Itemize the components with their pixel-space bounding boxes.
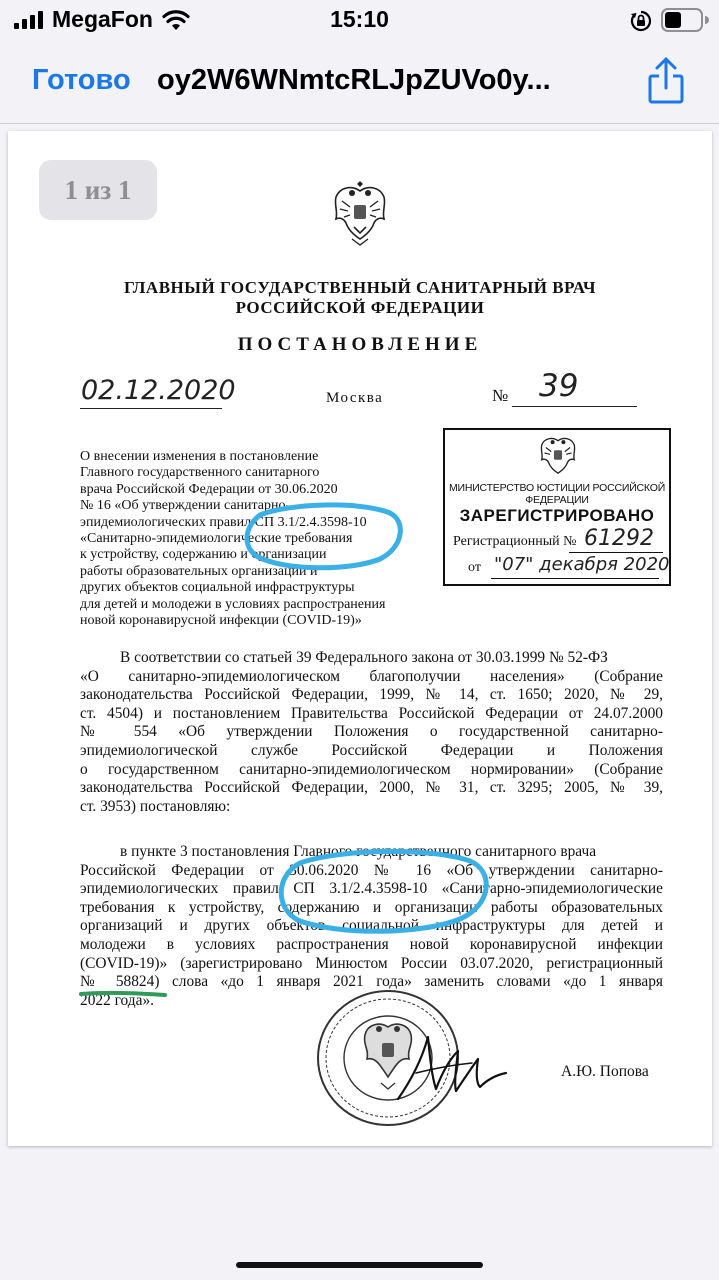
text-line: ст. 4504) и постановлением Правительства Российской Федерации от 24.07.2000: [80, 704, 663, 722]
text-line: ст. 3953) постановляю:: [80, 797, 231, 815]
text-line: 2022 года».: [80, 991, 155, 1009]
text-line: эпидемиологических правил СП 3.1/2.4.3598-10 «Санитарно-эпидемиологические: [80, 880, 663, 898]
clock: 15:10: [330, 6, 389, 32]
subject-line: эпидемиологических правил СП 3.1/2.4.3598-10: [80, 514, 367, 530]
share-icon[interactable]: [646, 56, 686, 106]
status-bar: [0, 0, 719, 42]
text-line: молодежи в условиях распространения новой коронавирусной инфекции: [80, 935, 663, 953]
subject-line: других объектов социальной инфраструктуры: [80, 580, 355, 596]
text-line: № 554 «Об утверждении Положения о государственной санитарно-: [80, 723, 663, 741]
done-button[interactable]: Готово: [32, 64, 131, 96]
issuer-title-line2: РОССИЙСКОЙ ФЕДЕРАЦИИ: [235, 298, 485, 317]
document-type: ПОСТАНОВЛЕНИЕ: [237, 334, 483, 355]
preamble-paragraph: [80, 649, 663, 816]
stamp-reg-date: "07" декабря 2020: [494, 554, 670, 575]
text-line: В соответствии со статьей 39 Федерального закона от 30.03.1999 № 52-ФЗ: [120, 649, 608, 666]
subject-line: работы образовательных организаций и: [80, 563, 318, 579]
text-line: (COVID-19)» (зарегистрировано Минюстом России 03.07.2020, регистрационный: [80, 954, 663, 972]
viewer-background: [0, 1150, 719, 1280]
subject-line: «Санитарно-эпидемиологические требования: [80, 531, 353, 547]
document-date: 02.12.2020: [81, 375, 236, 406]
issuer-title-line1: ГЛАВНЫЙ ГОСУДАРСТВЕННЫЙ САНИТАРНЫЙ ВРАЧ: [124, 278, 596, 297]
text-line: «О санитарно-эпидемиологическом благополучии населения» (Собрание: [80, 667, 663, 685]
page-indicator: 1 из 1: [39, 160, 157, 220]
subject-line: к устройству, содержанию и организации: [80, 547, 327, 563]
home-indicator[interactable]: [236, 1262, 483, 1268]
text-line: законодательства Российской Федерации, 1999, № 14, ст. 1650; 2020, № 29,: [80, 686, 663, 704]
document-subject: [80, 449, 420, 629]
number-underline: [512, 406, 637, 407]
text-line: эпидемиологической службе Российской Федерации и Положения: [80, 741, 663, 759]
subject-line: врача Российской Федерации от 30.06.2020: [80, 481, 338, 497]
navigation-bar: [0, 42, 719, 124]
document-title: oy2W6WNmtcRLJpZUVo0y...: [157, 64, 551, 96]
coat-of-arms-icon: [536, 434, 580, 480]
signature-icon: [392, 1029, 512, 1109]
number-sign: №: [492, 386, 509, 405]
subject-line: новой коронавирусной инфекции (COVID-19)»: [80, 613, 362, 629]
text-line: в пункте 3 постановления Главного государственного санитарного врача: [120, 843, 597, 860]
text-line: о государственном санитарно-эпидемиологическом нормировании» (Собрание: [80, 760, 663, 778]
stamp-from-label: от: [468, 560, 481, 575]
stamp-registered: ЗАРЕГИСТРИРОВАНО: [459, 506, 655, 525]
date-underline: [80, 408, 222, 409]
coat-of-arms-icon: [330, 181, 390, 249]
stamp-underline: [569, 552, 663, 553]
stamp-reg-label: Регистрационный №: [453, 534, 577, 549]
carrier-name: MegaFon: [52, 6, 153, 32]
battery-icon: [661, 8, 709, 32]
operative-paragraph: [80, 843, 663, 1010]
subject-line: для детей и молодежи в условиях распространения: [80, 596, 386, 612]
registration-stamp: [443, 428, 671, 586]
document-number: 39: [539, 368, 579, 404]
text-line: организаций и других объектов социальной инфраструктуры для детей и: [80, 917, 663, 935]
signer-name: А.Ю. Попова: [561, 1063, 649, 1080]
text-line: законодательства Российской Федерации, 2000, № 31, ст. 3295; 2005, № 39,: [80, 779, 663, 797]
document-city: Москва: [326, 390, 384, 406]
stamp-reg-number: 61292: [584, 526, 654, 551]
subject-line: Главного государственного санитарного: [80, 465, 320, 481]
text-line: Российской Федерации от 30.06.2020 № 16 «Об утверждении санитарно-: [80, 861, 663, 879]
subject-line: О внесении изменения в постановление: [80, 449, 319, 464]
document-page[interactable]: [8, 131, 712, 1146]
stamp-underline: [491, 578, 659, 579]
orientation-lock-icon: [629, 9, 653, 33]
subject-line: № 16 «Об утверждении санитарно-: [80, 498, 291, 514]
stamp-ministry: МИНИСТЕРСТВО ЮСТИЦИИ РОССИЙСКОЙ ФЕДЕРАЦИИ: [448, 482, 666, 506]
text-line: № 58824) слова «до 1 января 2021 года» заменить словами «до 1 января: [80, 973, 663, 991]
text-line: требования к устройству, содержанию и организации работы образовательных: [80, 898, 663, 916]
